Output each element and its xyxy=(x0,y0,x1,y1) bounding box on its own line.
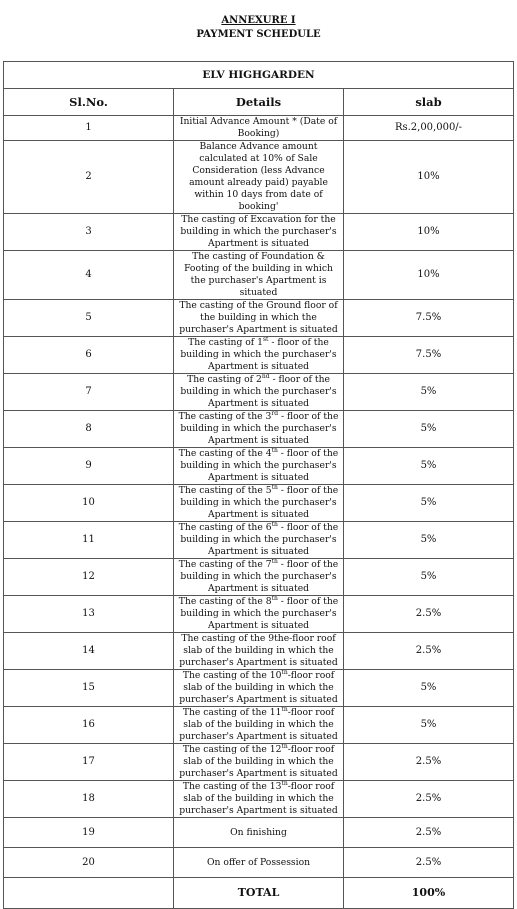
row-details xyxy=(174,596,344,633)
row-slab: 2.5% xyxy=(344,848,514,878)
row-details-text: The casting of the 4 xyxy=(178,448,272,459)
row-slab: 5% xyxy=(344,485,514,522)
total-label: TOTAL xyxy=(174,878,344,909)
row-serial-number: 6 xyxy=(4,337,174,374)
row-details: Balance Advance amount calculated at 10% of Sale Consideration (less Advance amount already paid) payable within 10 days from date of booking' xyxy=(174,141,344,214)
row-serial-number: 7 xyxy=(4,374,174,411)
payment-schedule-heading: PAYMENT SCHEDULE xyxy=(196,29,321,40)
row-details: The casting of Excavation for the building in which the purchaser's Apartment is situated xyxy=(174,214,344,251)
table-row xyxy=(4,818,514,848)
row-details-text: - floor of the building in which the purchaser's Apartment is situated xyxy=(180,485,339,520)
annexure-heading: ANNEXURE I xyxy=(221,15,296,26)
row-details: The casting of Foundation & Footing of the building in which the purchaser's Apartment is situated xyxy=(174,251,344,300)
row-slab: 10% xyxy=(344,214,514,251)
table-row xyxy=(4,214,514,251)
ordinal-suffix: th xyxy=(271,558,278,565)
row-serial-number: 2 xyxy=(4,141,174,214)
row-serial-number: 3 xyxy=(4,214,174,251)
row-details xyxy=(174,744,344,781)
row-serial-number: 9 xyxy=(4,448,174,485)
ordinal-suffix: th xyxy=(281,706,288,713)
row-details-text: The casting of the 10 xyxy=(182,670,282,681)
table-row xyxy=(4,848,514,878)
row-serial-number: 1 xyxy=(4,116,174,141)
row-serial-number: 20 xyxy=(4,848,174,878)
project-title-row xyxy=(4,62,514,89)
ordinal-suffix: th xyxy=(271,595,278,602)
row-slab: 5% xyxy=(344,707,514,744)
table-row xyxy=(4,374,514,411)
row-serial-number: 5 xyxy=(4,300,174,337)
table-row xyxy=(4,251,514,300)
table-row xyxy=(4,448,514,485)
total-row xyxy=(4,878,514,909)
column-header-slno: Sl.No. xyxy=(4,89,174,116)
row-slab: 5% xyxy=(344,559,514,596)
row-serial-number: 10 xyxy=(4,485,174,522)
row-details-text: The casting of the 3 xyxy=(178,411,272,422)
row-details xyxy=(174,448,344,485)
row-details-text: - floor of the building in which the purchaser's Apartment is situated xyxy=(180,411,339,446)
row-details xyxy=(174,485,344,522)
row-details xyxy=(174,559,344,596)
row-slab: Rs.2,00,000/- xyxy=(344,116,514,141)
row-details-text: - floor of the building in which the purchaser's Apartment is situated xyxy=(180,337,337,372)
row-serial-number: 14 xyxy=(4,633,174,670)
row-serial-number: 16 xyxy=(4,707,174,744)
row-details-text: - floor of the building in which the purchaser's Apartment is situated xyxy=(180,374,337,409)
row-slab: 2.5% xyxy=(344,818,514,848)
row-serial-number: 8 xyxy=(4,411,174,448)
row-serial-number: 18 xyxy=(4,781,174,818)
row-details-text: -floor roof slab of the building in which the purchaser's Apartment is situated xyxy=(179,707,338,742)
ordinal-suffix: th xyxy=(271,447,278,454)
ordinal-suffix: nd xyxy=(261,373,270,380)
row-details-text: The casting of the 7 xyxy=(178,559,272,570)
row-slab: 2.5% xyxy=(344,744,514,781)
row-slab: 2.5% xyxy=(344,633,514,670)
table-row xyxy=(4,744,514,781)
column-header-slab: slab xyxy=(344,89,514,116)
row-serial-number: 17 xyxy=(4,744,174,781)
table-row xyxy=(4,633,514,670)
row-details-text: -floor roof slab of the building in which the purchaser's Apartment is situated xyxy=(179,744,338,779)
row-details-text: The casting of the 8 xyxy=(178,596,272,607)
row-details-text: -floor roof slab of the building in which the purchaser's Apartment is situated xyxy=(179,670,338,705)
row-details-text: The casting of 1 xyxy=(188,337,263,348)
table-row xyxy=(4,596,514,633)
row-details xyxy=(174,781,344,818)
table-row xyxy=(4,485,514,522)
row-slab: 5% xyxy=(344,448,514,485)
row-details: Initial Advance Amount * (Date of Booking) xyxy=(174,116,344,141)
row-details: The casting of the 9the-floor roof slab of the building in which the purchaser's Apartment is situated xyxy=(174,633,344,670)
column-header-details: Details xyxy=(174,89,344,116)
table-row xyxy=(4,300,514,337)
row-serial-number: 4 xyxy=(4,251,174,300)
ordinal-suffix: th xyxy=(281,669,288,676)
row-slab: 2.5% xyxy=(344,781,514,818)
table-row xyxy=(4,559,514,596)
row-details-text: The casting of the 13 xyxy=(182,781,282,792)
row-details xyxy=(174,670,344,707)
row-slab: 5% xyxy=(344,374,514,411)
row-serial-number: 15 xyxy=(4,670,174,707)
row-details-text: - floor of the building in which the purchaser's Apartment is situated xyxy=(180,559,339,594)
row-slab: 2.5% xyxy=(344,596,514,633)
ordinal-suffix: st xyxy=(262,336,269,343)
row-slab: 10% xyxy=(344,141,514,214)
table-row xyxy=(4,411,514,448)
row-details xyxy=(174,522,344,559)
ordinal-suffix: rd xyxy=(271,410,279,417)
ordinal-suffix: th xyxy=(281,780,288,787)
row-slab: 5% xyxy=(344,670,514,707)
row-serial-number: 19 xyxy=(4,818,174,848)
row-slab: 5% xyxy=(344,411,514,448)
row-details-text: - floor of the building in which the purchaser's Apartment is situated xyxy=(180,596,339,631)
column-header-row xyxy=(4,89,514,116)
row-details: On offer of Possession xyxy=(174,848,344,878)
total-value: 100% xyxy=(344,878,514,909)
table-row xyxy=(4,707,514,744)
row-slab: 10% xyxy=(344,251,514,300)
total-empty-cell xyxy=(4,878,174,909)
row-slab: 7.5% xyxy=(344,300,514,337)
payment-schedule-table xyxy=(3,61,514,909)
row-details xyxy=(174,411,344,448)
row-details-text: The casting of the 6 xyxy=(178,522,272,533)
row-details-text: -floor roof slab of the building in which the purchaser's Apartment is situated xyxy=(179,781,338,816)
row-details-text: The casting of the 11 xyxy=(182,707,282,718)
row-serial-number: 11 xyxy=(4,522,174,559)
row-details: On finishing xyxy=(174,818,344,848)
row-slab: 5% xyxy=(344,522,514,559)
ordinal-suffix: th xyxy=(271,484,278,491)
row-details-text: - floor of the building in which the purchaser's Apartment is situated xyxy=(180,448,339,483)
ordinal-suffix: th xyxy=(281,743,288,750)
ordinal-suffix: th xyxy=(271,521,278,528)
row-serial-number: 12 xyxy=(4,559,174,596)
table-row xyxy=(4,522,514,559)
table-row xyxy=(4,337,514,374)
table-row xyxy=(4,781,514,818)
row-slab: 7.5% xyxy=(344,337,514,374)
row-details xyxy=(174,707,344,744)
row-details xyxy=(174,374,344,411)
row-details-text: The casting of the 12 xyxy=(182,744,282,755)
project-title: ELV HIGHGARDEN xyxy=(4,62,514,89)
table-row xyxy=(4,670,514,707)
row-details-text: The casting of 2 xyxy=(187,374,262,385)
row-serial-number: 13 xyxy=(4,596,174,633)
row-details: The casting of the Ground floor of the building in which the purchaser's Apartment is situated xyxy=(174,300,344,337)
row-details-text: The casting of the 5 xyxy=(178,485,272,496)
row-details-text: - floor of the building in which the purchaser's Apartment is situated xyxy=(180,522,339,557)
table-row xyxy=(4,141,514,214)
row-details xyxy=(174,337,344,374)
table-row xyxy=(4,116,514,141)
